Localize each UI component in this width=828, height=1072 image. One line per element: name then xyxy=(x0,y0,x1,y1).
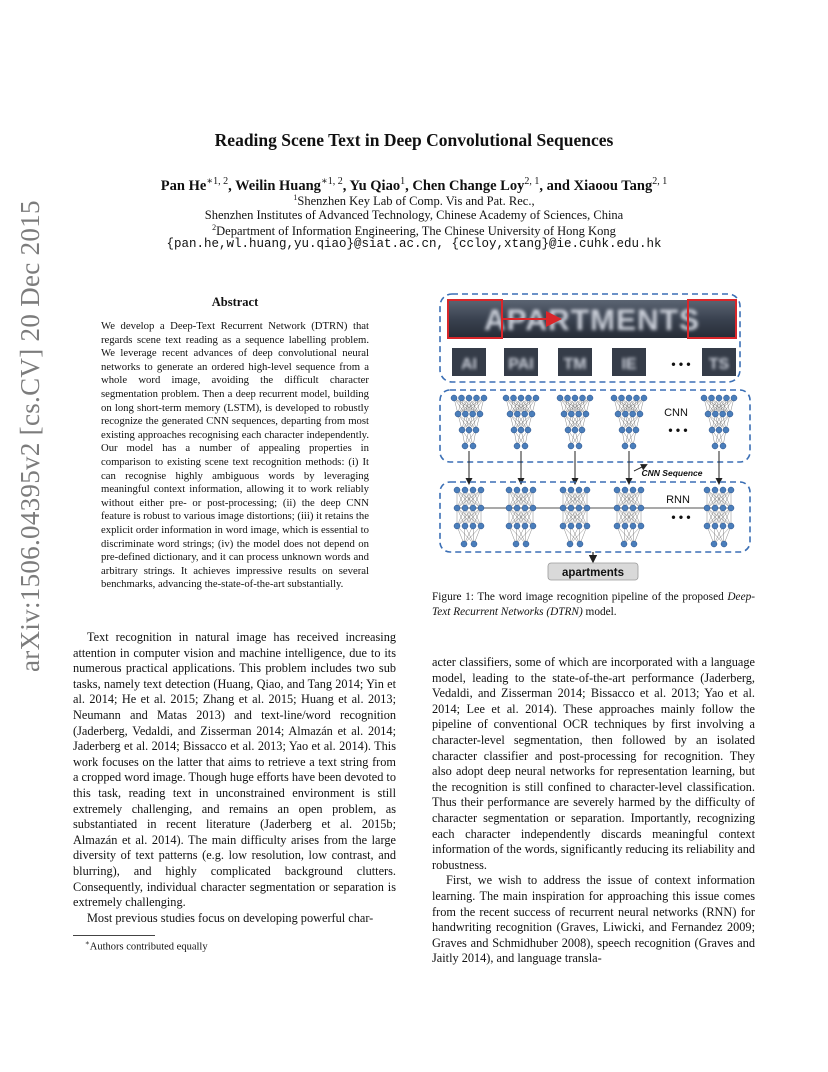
network-node xyxy=(455,411,461,417)
network-node xyxy=(473,427,479,433)
network-node xyxy=(630,505,636,511)
network-node xyxy=(459,395,465,401)
network-node xyxy=(522,505,528,511)
author-sup: ∗1, 2 xyxy=(206,176,229,187)
network-node xyxy=(522,411,528,417)
authors-line xyxy=(60,176,768,195)
network-node xyxy=(709,395,715,401)
network-node xyxy=(727,411,733,417)
network-node xyxy=(576,487,582,493)
author-sep: , and xyxy=(539,177,574,194)
network-node xyxy=(723,427,729,433)
cnn-label: CNN xyxy=(664,407,688,419)
network-node xyxy=(638,523,644,529)
body-right-column xyxy=(432,655,755,967)
network-node xyxy=(701,395,707,401)
network-node xyxy=(572,395,578,401)
network-node xyxy=(514,487,520,493)
network-node xyxy=(576,523,582,529)
caption-suffix: model. xyxy=(582,605,617,618)
network-node xyxy=(572,427,578,433)
network-node xyxy=(478,505,484,511)
network-node xyxy=(459,427,465,433)
network-node xyxy=(622,411,628,417)
pipeline-diagram xyxy=(434,288,764,588)
author-sup: 1 xyxy=(400,176,406,187)
network-node xyxy=(704,487,710,493)
abstract-heading: Abstract xyxy=(211,295,259,309)
cnn-sequence-label: CNN Sequence xyxy=(641,468,703,478)
paragraph: Text recognition in natural image has received increasing attention in computer vision and machine intelligence, due to its numerous practical applications. This problem includes two sub tasks, namely text detection (Huang, Qiao, and Tang 2014; Yin et al. 2014; He et al. 2015; Zhang et al. 2015; Huang et al. 2013; Neumann and Matas 2013) and text-line/word recognition (Jaderberg, Vedaldi, and Zisserman 2014; Almazán et al. 2014; Jaderberg et al. 2014; Bissacco et al. 2013; Yao et al. 2014). This work focuses on the latter that aims to retrieve a text string from a cropped word image. Though huge efforts have been devoted to this task, reading text in unconstrained environment is still extremely challenging, and remains an open problem, as substantiated in recent literature (Jaderberg et al. 2015b; Almazán et al. 2014). The main difficulty arises from the large diversity of text patterns (e.g. low resolution, low contrast, and blurring), and highly complicated background clutters. Consequently, individual character segmentation or separation is extremely challenging. xyxy=(73,630,396,910)
network-node xyxy=(514,411,520,417)
abstract-text: We develop a Deep-Text Recurrent Network (DTRN) that regards scene text reading as a sequence labelling problem. We leverage recent advances of deep convolutional neural networks to generate an ordered high-level sequence from a whole word image, avoiding the difficult character segmentation problem. Then a deep recurrent model, building on long short-term memory (LSTM), is developed to robustly recognize the generated CNN sequences, departing from most existing approaches recognising each character independently. Our model has a number of appealing properties in comparison to existing scene text recognition methods: (i) It can recognise highly ambiguous words by leveraging meaningful context information, allowing it to work reliably without either pre- or post-processing; (ii) the deep CNN feature is robust to various image distortions; (iii) it retains the explicit order information in word image, which is essential to discriminate word strings; (iv) the model does not depend on pre-defined dictionary, and it can process unknown words and arbitrary strings. It achieves impressive results on several benchmarks, advancing the-state-of-the-art substantially. xyxy=(101,320,369,591)
network-node xyxy=(462,411,468,417)
network-node xyxy=(526,395,532,401)
network-node xyxy=(462,443,468,449)
network-node xyxy=(633,427,639,433)
affiliation-1-number: 1 xyxy=(293,193,298,202)
author-emails: {pan.he,wl.huang,yu.qiao}@siat.ac.cn, {ccloy,xtang}@ie.cuhk.edu.hk xyxy=(166,237,662,251)
network-node xyxy=(451,395,457,401)
network-node xyxy=(580,395,586,401)
cnn-ellipsis: • • • xyxy=(668,423,688,437)
network-node xyxy=(619,427,625,433)
network-node xyxy=(720,411,726,417)
arxiv-id: arXiv:1506.04395v2 [cs.CV] 20 Dec 2015 xyxy=(15,200,45,672)
network-node xyxy=(630,487,636,493)
crop-text: IE xyxy=(621,356,637,373)
network-node xyxy=(507,411,513,417)
network-node xyxy=(716,427,722,433)
rnn-network xyxy=(454,487,734,547)
footnote-text: Authors contributed equally xyxy=(89,941,208,953)
network-node xyxy=(568,505,574,511)
footnote-rule xyxy=(73,935,155,936)
author-name: Yu Qiao xyxy=(349,177,401,194)
network-node xyxy=(614,487,620,493)
network-node xyxy=(641,395,647,401)
crop-text: TS xyxy=(708,356,730,373)
network-node xyxy=(577,541,583,547)
network-node xyxy=(711,541,717,547)
network-node xyxy=(560,487,566,493)
crop-text: AI xyxy=(461,356,477,373)
figure-caption xyxy=(432,590,755,619)
author-name: Weilin Huang xyxy=(235,177,321,194)
network-node xyxy=(630,523,636,529)
network-node xyxy=(503,395,509,401)
affiliation-1-text: Shenzhen Key Lab of Comp. Vis and Pat. Rec., xyxy=(297,194,535,209)
network-node xyxy=(728,505,734,511)
rnn-label: RNN xyxy=(666,494,690,506)
network-node xyxy=(720,523,726,529)
network-node xyxy=(466,427,472,433)
network-node xyxy=(709,427,715,433)
network-node xyxy=(712,443,718,449)
network-node xyxy=(724,395,730,401)
network-node xyxy=(511,427,517,433)
network-node xyxy=(522,487,528,493)
network-node xyxy=(560,505,566,511)
network-node xyxy=(712,523,718,529)
network-node xyxy=(506,505,512,511)
network-node xyxy=(530,505,536,511)
network-node xyxy=(568,411,574,417)
network-node xyxy=(514,523,520,529)
caption-model-name: Deep-Text Recurrent Networks (DTRN) xyxy=(432,591,755,618)
network-node xyxy=(462,505,468,511)
affiliation-1b: Shenzhen Institutes of Advanced Technology, Chinese Academy of Sciences, China xyxy=(204,208,624,222)
network-node xyxy=(471,541,477,547)
network-node xyxy=(634,395,640,401)
network-node xyxy=(454,487,460,493)
paragraph: acter classifiers, some of which are incorporated with a language model, leading to the state-of-the-art performance (Jaderberg, Vedaldi, and Zisserman 2014; Bissacco et al. 2013; Yao et al. 2014; Lee et al. 2014). These approaches mainly follow the pipeline of conventional OCR techniques by first involving a character-level segmentation, then followed by an isolated character classifier and post-processing for recognition. They also adopt deep neural networks for representation learning, but the recognition is still confined to character-level classification. Thus their performance are severely harmed by the difficulty of character segmentation or separation. Importantly, recognizing each character independently discards meaningful context information of the words, significantly reducing its reliability and robustness. xyxy=(432,655,755,872)
network-node xyxy=(712,411,718,417)
network-node xyxy=(622,505,628,511)
network-node xyxy=(567,541,573,547)
crop-ellipsis: • • • xyxy=(671,357,691,371)
network-node xyxy=(638,505,644,511)
network-node xyxy=(470,487,476,493)
body-left-column xyxy=(73,630,396,926)
network-node xyxy=(704,505,710,511)
author-sup: 2, 1 xyxy=(524,176,540,187)
network-node xyxy=(576,505,582,511)
network-node xyxy=(622,487,628,493)
network-node xyxy=(619,395,625,401)
network-node xyxy=(529,411,535,417)
network-node xyxy=(568,523,574,529)
network-node xyxy=(584,523,590,529)
network-node xyxy=(561,411,567,417)
network-node xyxy=(622,443,628,449)
crop-text: TM xyxy=(563,356,587,373)
rnn-ellipsis: • • • xyxy=(671,510,691,524)
network-node xyxy=(477,411,483,417)
figure-1 xyxy=(434,288,764,588)
author-sep: , xyxy=(405,177,413,194)
network-node xyxy=(530,487,536,493)
network-node xyxy=(705,411,711,417)
network-node xyxy=(720,443,726,449)
network-node xyxy=(587,395,593,401)
network-node xyxy=(470,505,476,511)
network-node xyxy=(626,395,632,401)
network-node xyxy=(584,505,590,511)
paragraph: First, we wish to address the issue of context information learning. The main inspiration for approaching this issue comes from the recent success of recurrent neural networks (RNN) for handwriting recognition (Graves, Liwicki, and Fernandez 2009; Graves and Schmidhuber 2008), speech recognition (Graves and Jaitly 2014), and language transla- xyxy=(432,873,755,966)
network-node xyxy=(576,411,582,417)
network-node xyxy=(470,411,476,417)
crop-row xyxy=(452,348,736,376)
network-node xyxy=(470,523,476,529)
network-node xyxy=(565,395,571,401)
author-name: Pan He xyxy=(160,177,207,194)
paper-title: Reading Scene Text in Deep Convolutional Sequences xyxy=(214,130,614,150)
network-node xyxy=(478,523,484,529)
network-node xyxy=(583,411,589,417)
word-image xyxy=(448,300,736,338)
affiliation-2-number: 2 xyxy=(212,223,217,232)
network-node xyxy=(514,443,520,449)
network-node xyxy=(631,541,637,547)
network-node xyxy=(560,523,566,529)
network-node xyxy=(533,395,539,401)
network-node xyxy=(630,411,636,417)
network-node xyxy=(614,505,620,511)
network-node xyxy=(454,505,460,511)
network-node xyxy=(478,487,484,493)
network-node xyxy=(626,427,632,433)
network-node xyxy=(454,523,460,529)
network-node xyxy=(721,541,727,547)
network-node xyxy=(728,523,734,529)
network-node xyxy=(712,487,718,493)
network-node xyxy=(506,487,512,493)
network-node xyxy=(462,523,468,529)
network-node xyxy=(518,427,524,433)
crop-text: PAI xyxy=(508,356,534,373)
network-node xyxy=(720,505,726,511)
network-node xyxy=(462,487,468,493)
network-node xyxy=(518,395,524,401)
word-image-text: APARTMENTS xyxy=(483,304,701,337)
network-node xyxy=(615,411,621,417)
network-node xyxy=(513,541,519,547)
network-node xyxy=(637,411,643,417)
network-node xyxy=(716,395,722,401)
network-node xyxy=(481,395,487,401)
network-node xyxy=(565,427,571,433)
network-node xyxy=(568,487,574,493)
rnn-group-border xyxy=(440,482,750,552)
network-node xyxy=(461,541,467,547)
paragraph: Most previous studies focus on developing powerful char- xyxy=(87,910,374,925)
network-node xyxy=(576,443,582,449)
author-name: Chen Change Loy xyxy=(412,177,525,194)
network-node xyxy=(474,395,480,401)
network-node xyxy=(514,505,520,511)
network-node xyxy=(704,523,710,529)
network-node xyxy=(728,487,734,493)
affiliation-2-text: Department of Information Engineering, The Chinese University of Hong Kong xyxy=(216,224,616,239)
author-name: Xiaoou Tang xyxy=(573,177,653,194)
network-node xyxy=(506,523,512,529)
footnote xyxy=(85,939,208,953)
network-node xyxy=(557,395,563,401)
network-node xyxy=(525,427,531,433)
network-node xyxy=(522,443,528,449)
network-node xyxy=(511,395,517,401)
network-node xyxy=(622,523,628,529)
network-node xyxy=(470,443,476,449)
network-node xyxy=(530,523,536,529)
author-sep: , xyxy=(228,177,236,194)
network-node xyxy=(579,427,585,433)
network-node xyxy=(611,395,617,401)
network-node xyxy=(523,541,529,547)
network-node xyxy=(621,541,627,547)
footnote-mark: ∗ xyxy=(85,939,90,947)
author-sep: , xyxy=(342,177,350,194)
author-sup: 2, 1 xyxy=(652,176,668,187)
affiliation-1 xyxy=(60,193,768,209)
network-node xyxy=(712,505,718,511)
network-node xyxy=(584,487,590,493)
output-word: apartments xyxy=(562,567,624,579)
author-sup: ∗1, 2 xyxy=(320,176,343,187)
network-node xyxy=(466,395,472,401)
network-node xyxy=(630,443,636,449)
network-node xyxy=(731,395,737,401)
network-node xyxy=(568,443,574,449)
network-node xyxy=(522,523,528,529)
network-node xyxy=(720,487,726,493)
network-node xyxy=(614,523,620,529)
caption-prefix: Figure 1: The word image recognition pipeline of the proposed xyxy=(432,591,728,603)
network-node xyxy=(638,487,644,493)
